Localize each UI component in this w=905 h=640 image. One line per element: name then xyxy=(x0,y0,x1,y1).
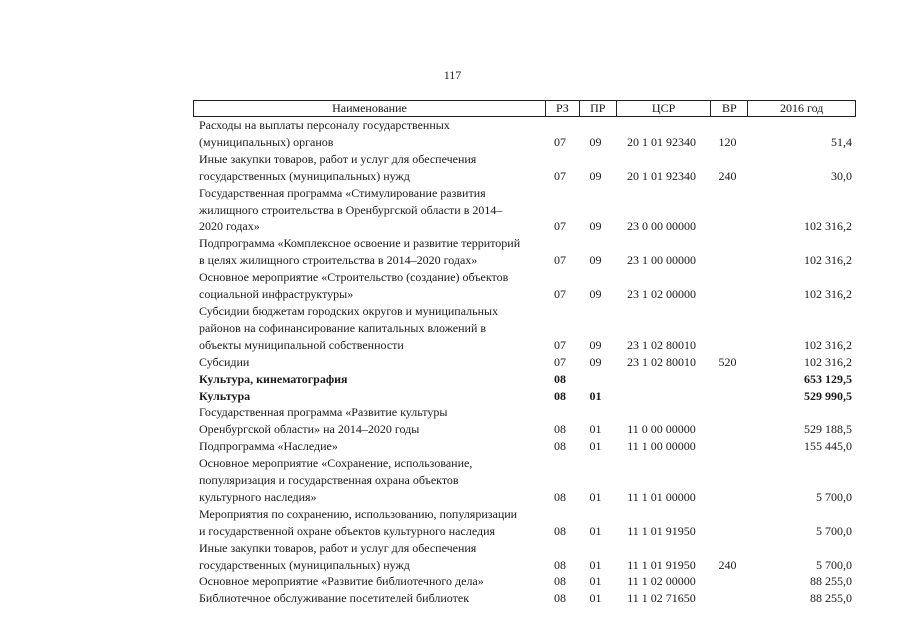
header-name: Наименование xyxy=(332,101,407,115)
row-sum: 102 316,2 xyxy=(804,337,852,352)
row-csr: 20 1 01 92340 xyxy=(627,134,696,149)
row-sum: 5 700,0 xyxy=(816,557,852,572)
row-rz: 08 xyxy=(554,557,566,572)
row-vr: 240 xyxy=(718,168,737,183)
row-csr: 23 1 00 00000 xyxy=(627,253,696,268)
row-rz: 08 xyxy=(554,489,566,504)
row-name: Культура xyxy=(199,388,251,403)
table-row xyxy=(193,354,856,371)
row-pr: 09 xyxy=(589,253,602,268)
row-csr: 23 1 02 00000 xyxy=(627,287,696,302)
row-csr: 11 1 01 91950 xyxy=(627,523,696,538)
row-rz: 07 xyxy=(554,253,566,268)
row-name: Государственная программа «Стимулирование развития жилищного строительства в Оренбургской области в 2014– 2020 годах» xyxy=(199,185,503,234)
row-sum: 5 700,0 xyxy=(816,489,852,504)
row-name: Иные закупки товаров, работ и услуг для обеспечения государственных (муниципальных) нужд xyxy=(199,540,477,572)
row-csr: 11 1 00 00000 xyxy=(627,439,696,454)
table-row xyxy=(193,590,856,607)
row-pr: 01 xyxy=(589,422,602,437)
row-pr: 09 xyxy=(589,287,602,302)
row-pr: 09 xyxy=(589,134,602,149)
row-sum: 88 255,0 xyxy=(810,574,852,589)
row-sum: 102 316,2 xyxy=(804,287,852,302)
row-pr: 01 xyxy=(589,591,602,606)
table-row xyxy=(193,269,856,303)
row-name: Подпрограмма «Наследие» xyxy=(199,439,338,454)
table-row xyxy=(193,540,856,574)
row-sum: 155 445,0 xyxy=(804,439,852,454)
row-vr: 120 xyxy=(718,134,737,149)
row-name: Основное мероприятие «Строительство (создание) объектов социальной инфраструктуры» xyxy=(199,270,509,302)
row-csr: 11 1 01 00000 xyxy=(627,489,696,504)
table-header xyxy=(193,100,856,117)
row-pr: 01 xyxy=(589,489,602,504)
row-sum: 88 255,0 xyxy=(810,591,852,606)
row-sum: 102 316,2 xyxy=(804,219,852,234)
row-name: Государственная программа «Развитие культуры Оренбургской области» на 2014–2020 годы xyxy=(199,405,448,437)
row-pr: 09 xyxy=(589,337,602,352)
row-sum: 529 990,5 xyxy=(804,388,852,403)
row-csr: 11 0 00 00000 xyxy=(627,422,696,437)
row-pr: 09 xyxy=(589,219,602,234)
table-row xyxy=(193,235,856,269)
row-rz: 08 xyxy=(554,574,566,589)
row-pr: 09 xyxy=(589,168,602,183)
page-number: 117 xyxy=(443,68,462,82)
row-rz: 08 xyxy=(554,388,566,403)
header-year: 2016 год xyxy=(747,101,855,116)
row-sum: 529 188,5 xyxy=(804,422,852,437)
header-rz: РЗ xyxy=(545,101,579,116)
row-pr: 01 xyxy=(589,523,602,538)
row-csr: 23 0 00 00000 xyxy=(627,219,696,234)
row-rz: 08 xyxy=(554,439,566,454)
row-pr: 01 xyxy=(589,388,602,403)
row-vr: 240 xyxy=(718,557,737,572)
row-csr: 11 1 01 91950 xyxy=(627,557,696,572)
row-sum: 102 316,2 xyxy=(804,253,852,268)
table-row xyxy=(193,303,856,354)
row-csr: 11 1 02 00000 xyxy=(627,574,696,589)
row-sum: 30,0 xyxy=(831,168,852,183)
row-rz: 08 xyxy=(554,591,566,606)
row-name: Библиотечное обслуживание посетителей библиотек xyxy=(199,591,470,606)
row-pr: 09 xyxy=(589,354,602,369)
row-rz: 07 xyxy=(554,219,566,234)
table-row xyxy=(193,185,856,236)
row-rz: 07 xyxy=(554,287,566,302)
table-row xyxy=(193,573,856,590)
row-csr: 11 1 02 71650 xyxy=(627,591,696,606)
budget-table xyxy=(193,100,856,607)
row-csr: 20 1 01 92340 xyxy=(627,168,696,183)
row-name: Основное мероприятие «Сохранение, использование, популяризация и государственная охрана объектов культурного наследия» xyxy=(199,456,473,504)
row-name: Субсидии xyxy=(199,354,250,369)
header-csr: ЦСР xyxy=(616,101,711,116)
row-sum: 5 700,0 xyxy=(816,523,852,538)
table-row xyxy=(193,438,856,455)
table-row xyxy=(193,371,856,388)
row-sum: 653 129,5 xyxy=(804,371,852,386)
row-sum: 102 316,2 xyxy=(804,354,852,369)
row-name: Мероприятия по сохранению, использованию, популяризации и государственной охране объектов культурного наследия xyxy=(199,506,518,538)
row-pr: 01 xyxy=(589,557,602,572)
row-pr: 01 xyxy=(589,574,602,589)
table-row xyxy=(193,388,856,405)
table-body xyxy=(193,117,856,607)
row-name: Субсидии бюджетам городских округов и муниципальных районов на софинансирование капитальных вложений в объекты муниципальной собственности xyxy=(199,303,499,352)
header-pr: ПР xyxy=(579,101,616,116)
row-csr: 23 1 02 80010 xyxy=(627,337,696,352)
row-name: Культура, кинематография xyxy=(199,371,348,386)
table-row xyxy=(193,506,856,540)
row-rz: 07 xyxy=(554,354,566,369)
row-csr: 23 1 02 80010 xyxy=(627,354,696,369)
row-name: Расходы на выплаты персоналу государственных (муниципальных) органов xyxy=(199,118,450,149)
row-rz: 07 xyxy=(554,337,566,352)
row-sum: 51,4 xyxy=(831,134,852,149)
table-row xyxy=(193,117,856,151)
row-vr: 520 xyxy=(718,354,737,369)
row-rz: 08 xyxy=(554,422,566,437)
row-name: Основное мероприятие «Развитие библиотечного дела» xyxy=(199,574,484,589)
row-pr: 01 xyxy=(589,439,602,454)
row-rz: 08 xyxy=(554,371,566,386)
table-row xyxy=(193,455,856,506)
row-rz: 07 xyxy=(554,134,566,149)
row-name: Иные закупки товаров, работ и услуг для обеспечения государственных (муниципальных) нужд xyxy=(199,151,477,183)
row-name: Подпрограмма «Комплексное освоение и развитие территорий в целях жилищного строительства в 2014–2020 годах» xyxy=(199,236,521,268)
table-row xyxy=(193,404,856,438)
header-vr: ВР xyxy=(710,101,747,116)
row-rz: 08 xyxy=(554,523,566,538)
table-row xyxy=(193,151,856,185)
row-rz: 07 xyxy=(554,168,566,183)
